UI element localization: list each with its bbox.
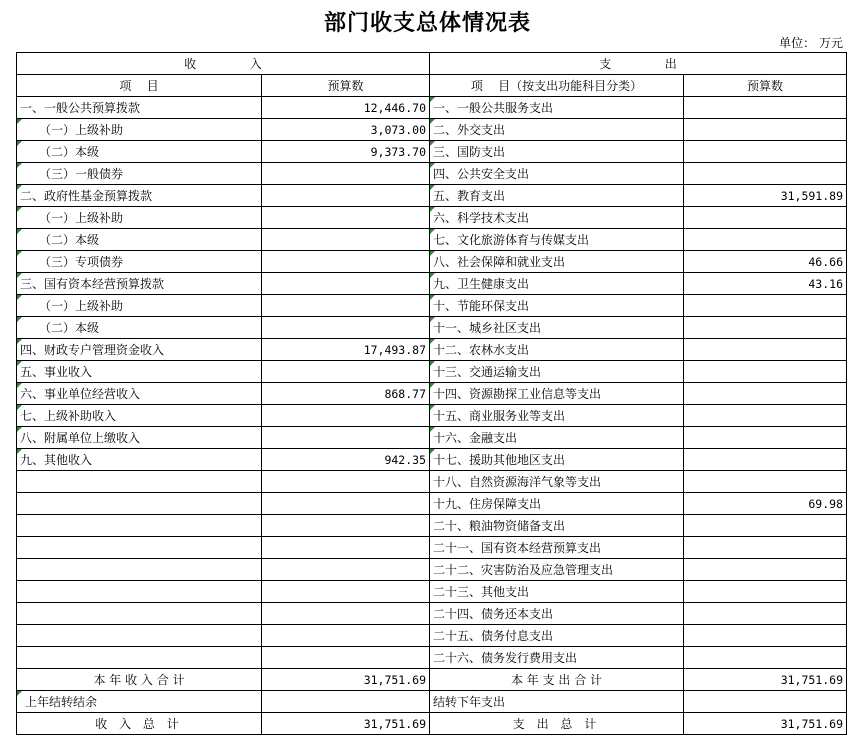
income-budget-header: 预算数 — [262, 75, 430, 97]
table-row — [17, 339, 847, 361]
income-header: 收 入 — [17, 53, 430, 75]
expense-budget-header: 预算数 — [684, 75, 847, 97]
expense-item-cell: 十二、农林水支出 — [430, 339, 684, 361]
income-total-value: 31,751.69 — [262, 713, 430, 735]
income-item-cell: （三）一般债券 — [17, 163, 262, 185]
income-item-cell: （一）上级补助 — [17, 295, 262, 317]
expense-value-cell: 69.98 — [684, 493, 847, 515]
expense-value-cell — [684, 581, 847, 603]
expense-value-cell — [684, 427, 847, 449]
expense-value-cell — [684, 207, 847, 229]
expense-item-cell: 三、国防支出 — [430, 141, 684, 163]
income-value-cell: 12,446.70 — [262, 97, 430, 119]
expense-value-cell — [684, 537, 847, 559]
unit-label: 单位： 万元 — [779, 36, 843, 50]
expense-value-cell — [684, 339, 847, 361]
expense-item-cell: 十七、援助其他地区支出 — [430, 449, 684, 471]
income-item-cell: （三）专项债券 — [17, 251, 262, 273]
expense-item-cell: 十九、住房保障支出 — [430, 493, 684, 515]
table-row — [17, 361, 847, 383]
income-value-cell: 3,073.00 — [262, 119, 430, 141]
expense-value-cell — [684, 383, 847, 405]
table-row — [17, 603, 847, 625]
income-value-cell — [262, 625, 430, 647]
expense-item-cell: 二十六、债务发行费用支出 — [430, 647, 684, 669]
year-income-label: 本 年 收 入 合 计 — [17, 669, 262, 691]
expense-value-cell — [684, 471, 847, 493]
income-value-cell — [262, 603, 430, 625]
expense-item-cell: 四、公共安全支出 — [430, 163, 684, 185]
carryover-expense-label: 结转下年支出 — [430, 691, 684, 713]
expense-item-cell: 二十、粮油物资储备支出 — [430, 515, 684, 537]
year-expense-label: 本 年 支 出 合 计 — [430, 669, 684, 691]
expense-value-cell — [684, 449, 847, 471]
table-row — [17, 295, 847, 317]
expense-value-cell: 43.16 — [684, 273, 847, 295]
income-value-cell — [262, 515, 430, 537]
income-value-cell — [262, 295, 430, 317]
expense-item-cell: 二十二、灾害防治及应急管理支出 — [430, 559, 684, 581]
income-value-cell — [262, 317, 430, 339]
income-value-cell — [262, 229, 430, 251]
income-total-label: 收 入 总 计 — [17, 713, 262, 735]
table-row — [17, 119, 847, 141]
income-value-cell — [262, 405, 430, 427]
expense-item-cell: 十四、资源勘探工业信息等支出 — [430, 383, 684, 405]
expense-value-cell — [684, 647, 847, 669]
table-row — [17, 427, 847, 449]
table-row — [17, 141, 847, 163]
expense-value-cell — [684, 559, 847, 581]
income-item-cell — [17, 625, 262, 647]
income-value-cell — [262, 493, 430, 515]
income-item-cell — [17, 647, 262, 669]
income-item-cell — [17, 537, 262, 559]
income-value-cell — [262, 273, 430, 295]
income-item-cell: 六、事业单位经营收入 — [17, 383, 262, 405]
expense-value-cell — [684, 141, 847, 163]
income-value-cell — [262, 537, 430, 559]
income-item-cell: （一）上级补助 — [17, 119, 262, 141]
table-row — [17, 625, 847, 647]
expense-item-cell: 十六、金融支出 — [430, 427, 684, 449]
expense-value-cell — [684, 405, 847, 427]
table-row — [17, 559, 847, 581]
expense-value-cell — [684, 317, 847, 339]
table-row — [17, 97, 847, 119]
expense-value-cell — [684, 625, 847, 647]
expense-value-cell — [684, 603, 847, 625]
table-row — [17, 515, 847, 537]
expense-value-cell — [684, 361, 847, 383]
expense-item-cell: 五、教育支出 — [430, 185, 684, 207]
income-item-cell: 四、财政专户管理资金收入 — [17, 339, 262, 361]
income-value-cell — [262, 361, 430, 383]
budget-table — [16, 52, 847, 735]
income-item-cell: （二）本级 — [17, 317, 262, 339]
income-item-cell — [17, 559, 262, 581]
expense-item-cell: 八、社会保障和就业支出 — [430, 251, 684, 273]
table-row — [17, 251, 847, 273]
expense-item-cell: 七、文化旅游体育与传媒支出 — [430, 229, 684, 251]
income-item-cell: 七、上级补助收入 — [17, 405, 262, 427]
year-income-value: 31,751.69 — [262, 669, 430, 691]
expense-value-cell — [684, 97, 847, 119]
table-row — [17, 449, 847, 471]
income-item-cell: 九、其他收入 — [17, 449, 262, 471]
page-title: 部门收支总体情况表 — [323, 11, 531, 36]
income-item-cell — [17, 581, 262, 603]
expense-item-cell: 十一、城乡社区支出 — [430, 317, 684, 339]
header-row-2 — [17, 75, 847, 97]
income-value-cell — [262, 581, 430, 603]
expense-item-cell: 十八、自然资源海洋气象等支出 — [430, 471, 684, 493]
expense-value-cell — [684, 163, 847, 185]
expense-item-cell: 十三、交通运输支出 — [430, 361, 684, 383]
income-item-cell: 一、一般公共预算拨款 — [17, 97, 262, 119]
expense-total-value: 31,751.69 — [684, 713, 847, 735]
income-value-cell — [262, 207, 430, 229]
income-value-cell — [262, 185, 430, 207]
table-row — [17, 405, 847, 427]
expense-value-cell — [684, 295, 847, 317]
expense-item-cell: 一、一般公共服务支出 — [430, 97, 684, 119]
income-value-cell — [262, 163, 430, 185]
income-item-cell — [17, 493, 262, 515]
expense-item-cell: 二十四、债务还本支出 — [430, 603, 684, 625]
expense-item-cell: 二十五、债务付息支出 — [430, 625, 684, 647]
expense-value-cell — [684, 119, 847, 141]
expense-item-cell: 九、卫生健康支出 — [430, 273, 684, 295]
expense-item-cell: 二、外交支出 — [430, 119, 684, 141]
expense-total-label: 支 出 总 计 — [430, 713, 684, 735]
expense-item-cell: 十、节能环保支出 — [430, 295, 684, 317]
expense-item-cell: 二十一、国有资本经营预算支出 — [430, 537, 684, 559]
income-item-cell: （二）本级 — [17, 141, 262, 163]
expense-item-cell: 六、科学技术支出 — [430, 207, 684, 229]
income-item-cell — [17, 471, 262, 493]
table-row — [17, 471, 847, 493]
table-row — [17, 273, 847, 295]
expense-value-cell — [684, 515, 847, 537]
income-item-cell: 三、国有资本经营预算拨款 — [17, 273, 262, 295]
income-value-cell — [262, 251, 430, 273]
expense-value-cell: 31,591.89 — [684, 185, 847, 207]
header-row-1 — [17, 53, 847, 75]
income-value-cell — [262, 559, 430, 581]
income-item-cell: 八、附属单位上缴收入 — [17, 427, 262, 449]
expense-value-cell: 46.66 — [684, 251, 847, 273]
table-row — [17, 229, 847, 251]
table-row — [17, 493, 847, 515]
income-item-cell: （二）本级 — [17, 229, 262, 251]
income-item-cell — [17, 603, 262, 625]
income-value-cell: 9,373.70 — [262, 141, 430, 163]
income-item-cell: 二、政府性基金预算拨款 — [17, 185, 262, 207]
income-item-cell: （一）上级补助 — [17, 207, 262, 229]
table-row — [17, 317, 847, 339]
income-value-cell — [262, 647, 430, 669]
expense-item-cell: 二十三、其他支出 — [430, 581, 684, 603]
income-value-cell — [262, 471, 430, 493]
year-total-row — [17, 669, 847, 691]
table-row — [17, 647, 847, 669]
expense-item-cell: 十五、商业服务业等支出 — [430, 405, 684, 427]
grand-total-row — [17, 713, 847, 735]
table-row — [17, 581, 847, 603]
carryover-income-label: 上年结转结余 — [17, 691, 262, 713]
income-item-header: 项 目 — [17, 75, 262, 97]
year-expense-value: 31,751.69 — [684, 669, 847, 691]
table-row — [17, 207, 847, 229]
income-item-cell — [17, 515, 262, 537]
table-row — [17, 537, 847, 559]
income-value-cell: 17,493.87 — [262, 339, 430, 361]
carryover-income-value — [262, 691, 430, 713]
income-value-cell: 942.35 — [262, 449, 430, 471]
table-row — [17, 383, 847, 405]
expense-value-cell — [684, 229, 847, 251]
table-row — [17, 185, 847, 207]
income-value-cell: 868.77 — [262, 383, 430, 405]
expense-header: 支 出 — [430, 53, 847, 75]
income-value-cell — [262, 427, 430, 449]
carryover-row — [17, 691, 847, 713]
income-item-cell: 五、事业收入 — [17, 361, 262, 383]
table-row — [17, 163, 847, 185]
expense-item-header: 项 目（按支出功能科目分类） — [430, 75, 684, 97]
carryover-expense-value — [684, 691, 847, 713]
